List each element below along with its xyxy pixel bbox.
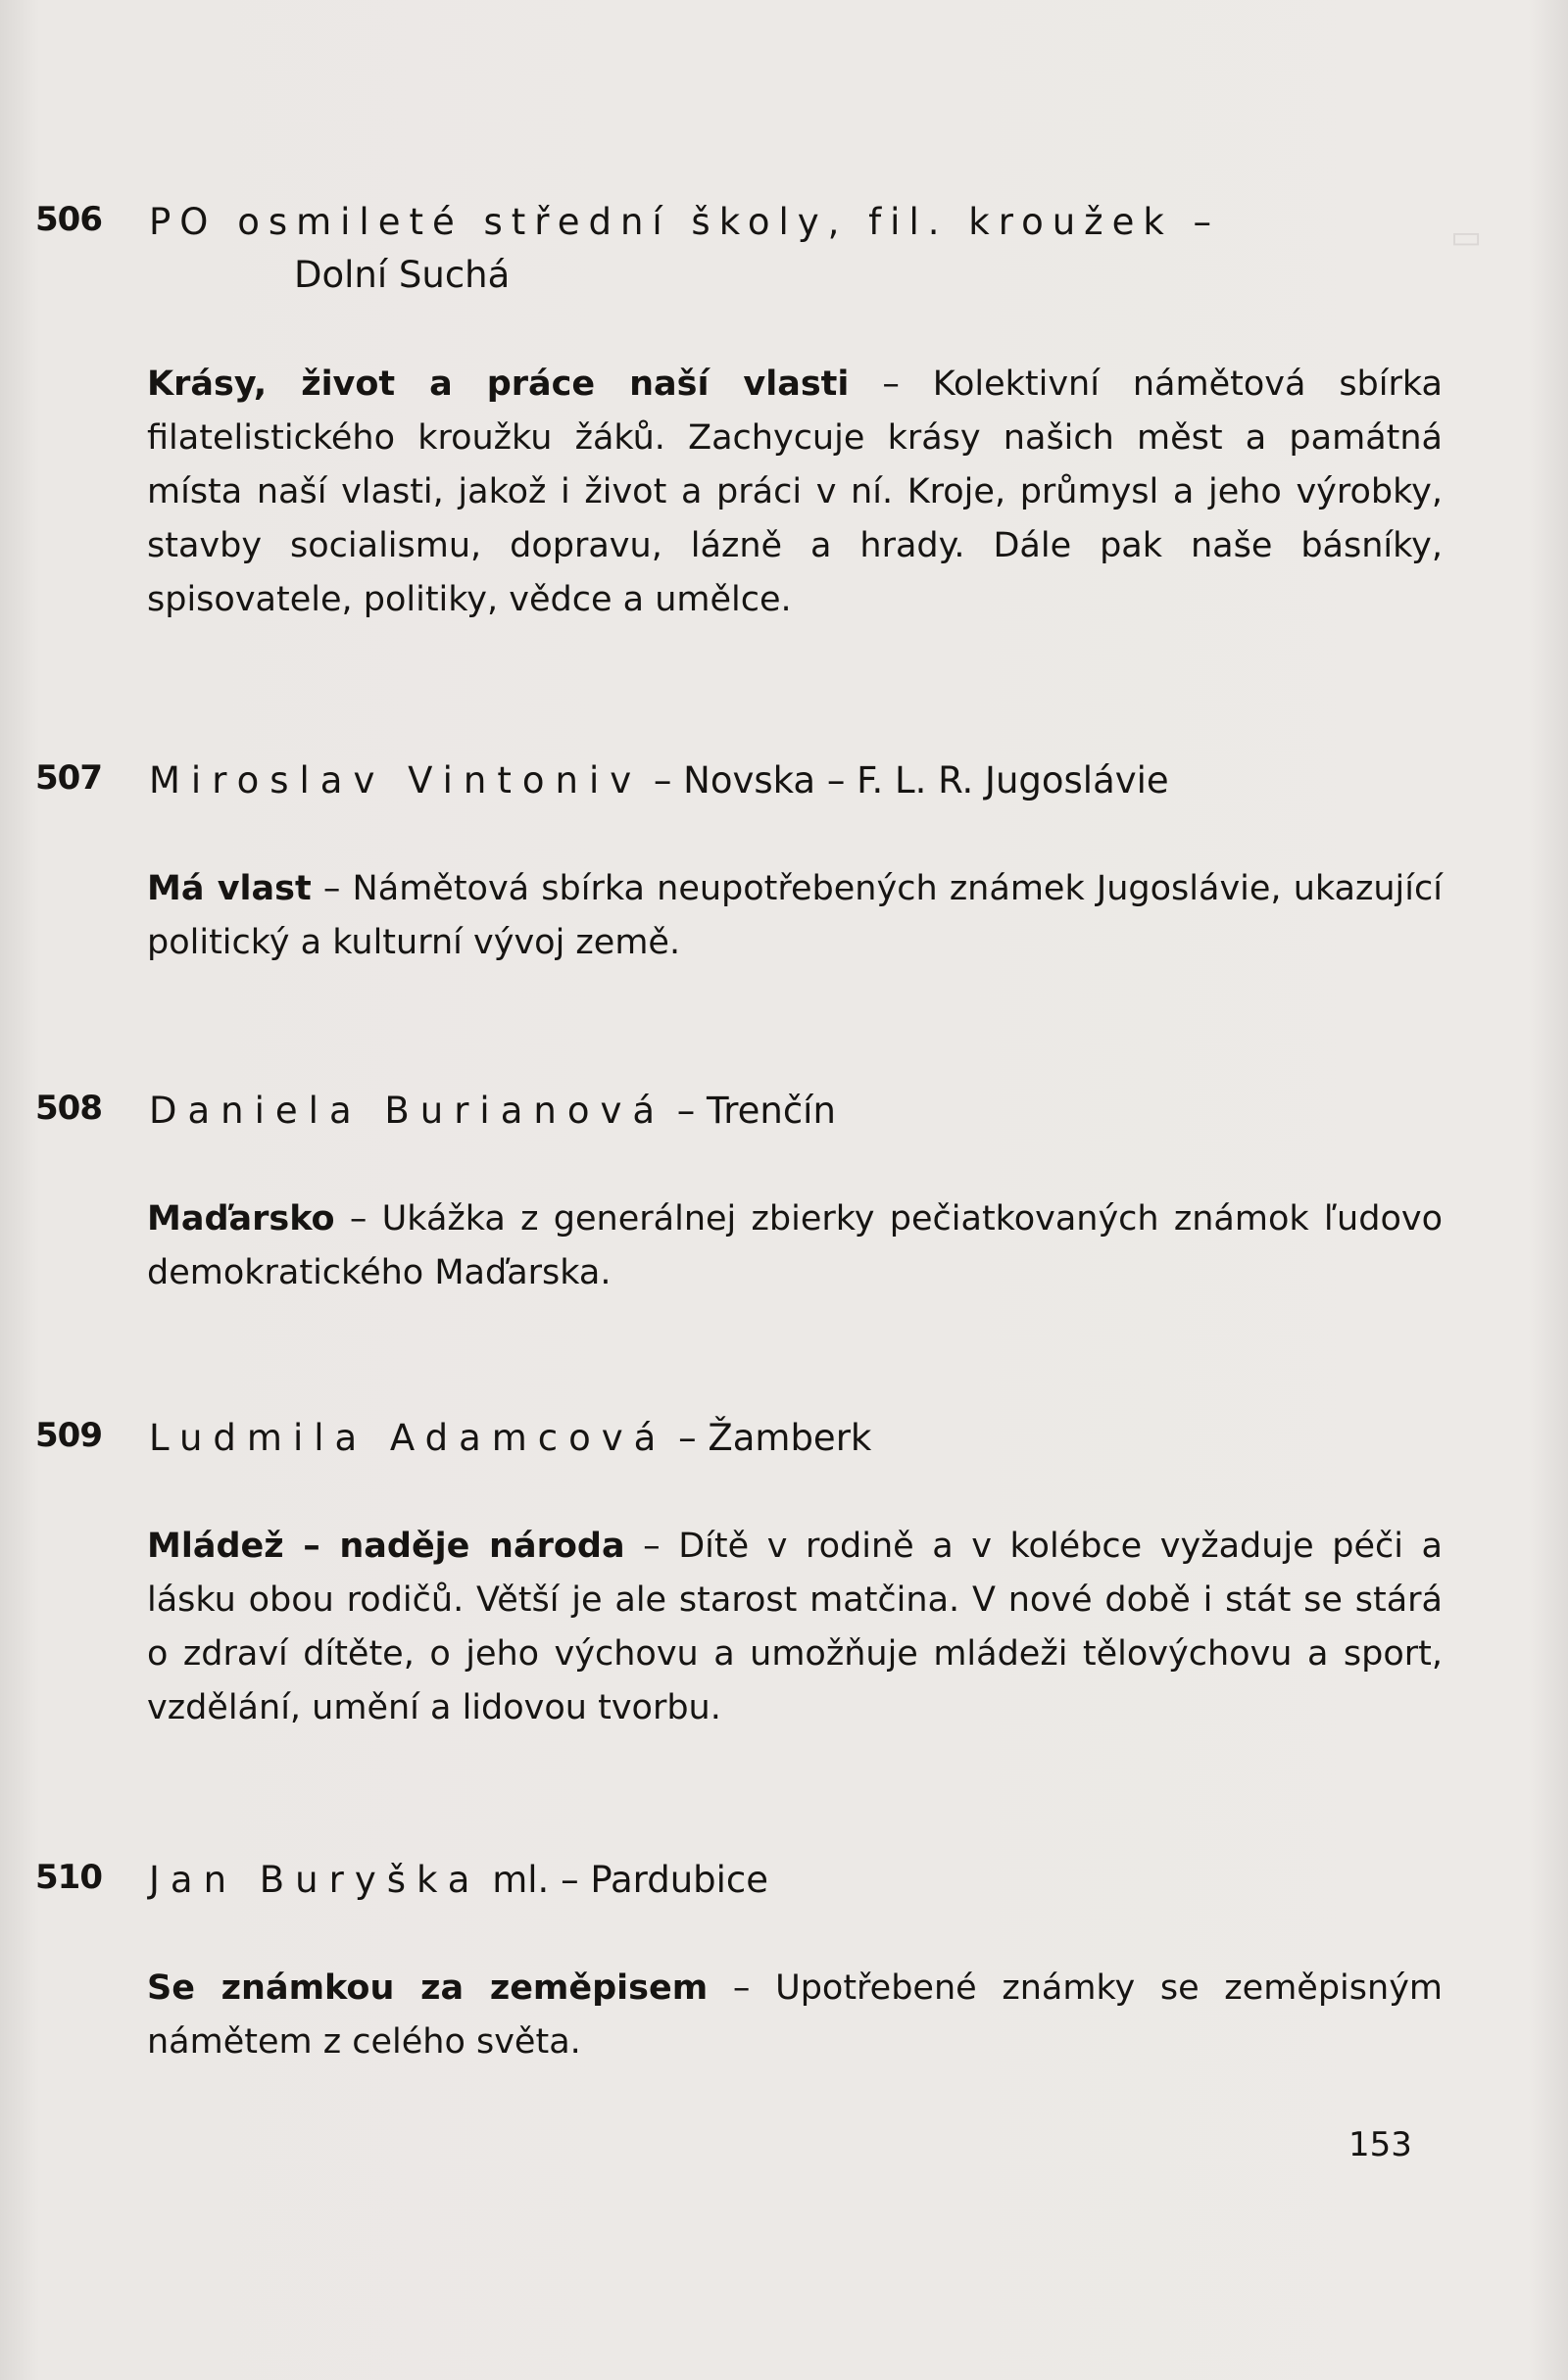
- collection-title: Se známkou za zeměpisem: [147, 1968, 709, 2008]
- entry-description: [147, 1520, 1443, 1735]
- collection-text: – Kolektivní námětová sbírka filatelistického kroužku žáků. Zachycuje krásy našich měst a památná místa naší vlasti, jakož i život a práci v ní. Kroje, průmysl a jeho výrobky, stavby socialismu, dopravu, lázně a hrady. Dále pak naše básníky, spisovatele, politiky, vědce a umělce.: [147, 364, 1443, 619]
- entry-number: 510: [35, 1858, 102, 1897]
- collection-text: – Námětová sbírka neupotřebených známek Jugoslávie, ukazující politický a kulturní vývoj země.: [147, 869, 1443, 962]
- entry-number: 508: [35, 1089, 102, 1128]
- collection-text: – Upotřebené známky se zeměpisným námětem z celého světa.: [147, 1968, 1444, 2062]
- collection-text: – Dítě v rodině a v kolébce vyžaduje péči a lásku obou rodičů. Větší je ale starost matčina. V nové době i stát se stárá o zdraví dítěte, o jeho výchovu a umožňuje mládeži tělovýchovu a sport, vzdělání, umění a lidovou tvorbu.: [147, 1527, 1443, 1727]
- entry-exhibitor: [149, 1854, 768, 1907]
- collection-title: Maďarsko: [147, 1199, 335, 1239]
- exhibitor-location: – Trenčín: [665, 1090, 836, 1132]
- entry-exhibitor: [149, 754, 1169, 807]
- show-through-511: ▭: [1450, 218, 1483, 257]
- entry-description: [147, 1192, 1443, 1300]
- exhibitor-location: – Žamberk: [666, 1417, 872, 1459]
- entry-description: [147, 358, 1443, 627]
- entry-number: 507: [35, 758, 102, 798]
- exhibitor-name: Ludmila Adamcová: [149, 1417, 667, 1459]
- page-number: 153: [1348, 2125, 1412, 2164]
- entry-exhibitor: [149, 196, 1220, 302]
- exhibitor-location: Dolní Suchá: [294, 254, 511, 296]
- exhibitor-name: Jan Buryška: [149, 1859, 481, 1901]
- entry-number: 509: [35, 1416, 102, 1455]
- exhibitor-name: Daniela Burianová: [149, 1090, 666, 1132]
- collection-title: Krásy, život a práce naší vlasti: [147, 364, 850, 404]
- exhibitor-name: Miroslav Vintoniv: [149, 759, 643, 801]
- collection-text: – Ukážka z generálnej zbierky pečiatkovaných známok ľudovo demokratického Maďarska.: [147, 1199, 1443, 1292]
- exhibitor-location: ml. – Pardubice: [480, 1859, 769, 1901]
- entry-exhibitor: [149, 1412, 871, 1465]
- entry-number: 506: [35, 200, 102, 239]
- entry-exhibitor: [149, 1085, 836, 1138]
- exhibitor-name: PO osmileté střední školy, fil. kroužek –: [149, 201, 1221, 243]
- entry-description: [147, 1962, 1443, 2069]
- collection-title: Mládež – naděje národa: [147, 1527, 625, 1566]
- entry-description: [147, 862, 1443, 970]
- exhibitor-location: – Novska – F. L. R. Jugoslávie: [642, 759, 1169, 801]
- collection-title: Má vlast: [147, 869, 312, 908]
